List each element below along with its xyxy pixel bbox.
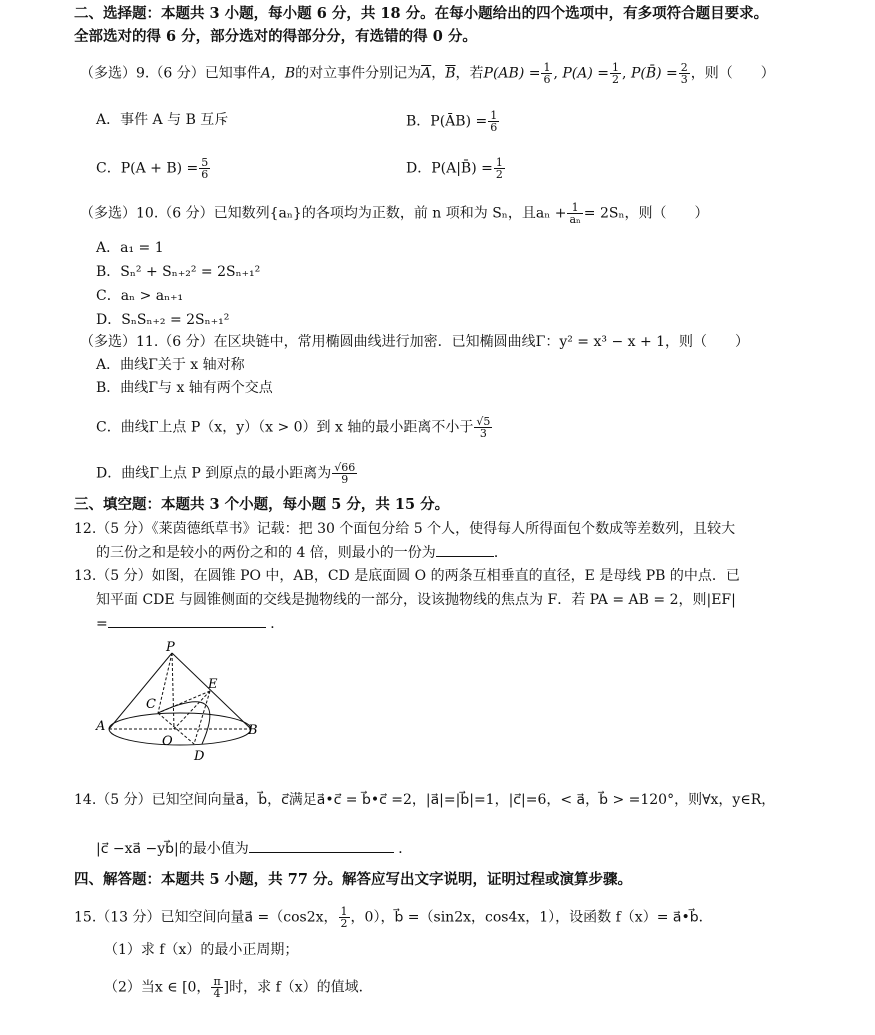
question-11-option-a: A．曲线Γ关于 x 轴对称 — [96, 357, 245, 373]
fraction: $\frac{\pi}{4}$ — [213, 975, 221, 1000]
question-9-option-a: A．事件 A 与 B 互斥 — [96, 112, 229, 128]
question-14-line1: 14.（5 分）已知空间向量a⃗，b⃗，c⃗满足a⃗•c⃗ = b⃗•c⃗ =2，|a⃗|=|b⃗|=1，|c⃗|=6，< a⃗，b⃗ > =120°，则∀x，y∈R， — [74, 792, 776, 808]
question-10-option-c: C．aₙ > aₙ₊₁ — [96, 288, 184, 304]
fraction: $\frac{1}{2}$ — [495, 156, 503, 181]
label-a: A — [96, 719, 106, 734]
question-10-option-d: D．SₙSₙ₊₂ = 2Sₙ₊₁² — [96, 312, 230, 328]
question-11-stem: （多选）11.（6 分）在区块链中，常用椭圆曲线进行加密．已知椭圆曲线Γ：y² = x³ − x + 1，则（ ） — [80, 334, 750, 350]
label-b: B — [248, 723, 258, 738]
b-bar: $\overline{B}$ — [445, 65, 456, 82]
fraction: $\frac{√5}{3}$ — [476, 415, 491, 440]
label-c: C — [146, 697, 156, 712]
question-9-option-d: D．P(A|B̄) = $\frac{1}{2}$ — [406, 156, 503, 181]
question-13-line2: 知平面 CDE 与圆锥侧面的交线是抛物线的一部分，设该抛物线的焦点为 F．若 PA = AB = 2，则|EF| — [96, 592, 736, 608]
question-10-option-a: A．a₁ = 1 — [96, 240, 164, 256]
label-e: E — [208, 677, 218, 692]
question-10-stem: （多选）10.（6 分）已知数列{aₙ}的各项均为正数，前 n 项和为 Sₙ，且aₙ + $\frac{1}{\text{aₙ}}$ = 2Sₙ，则（ ） — [80, 201, 709, 226]
question-14-line2: |c⃗ −xa⃗ −yb⃗|的最小值为 ． — [96, 838, 412, 859]
question-13-line1: 13.（5 分）如图，在圆锥 PO 中，AB，CD 是底面圆 O 的两条互相垂直的直径，E 是母线 PB 的中点．已 — [74, 568, 740, 584]
a-bar: $\overline{A}$ — [421, 65, 432, 82]
fraction: $\frac{2}{3}$ — [680, 61, 688, 86]
question-13-line3: = ． — [96, 613, 284, 634]
label-d: D — [194, 749, 205, 764]
fraction: $\frac{1}{2}$ — [340, 905, 348, 930]
answer-blank[interactable] — [249, 838, 394, 853]
question-9-option-b: B．P(ĀB) = $\frac{1}{6}$ — [406, 109, 498, 134]
question-11-option-b: B．曲线Γ与 x 轴有两个交点 — [96, 380, 273, 396]
label-p: P — [166, 640, 175, 655]
fraction: $\frac{1}{6}$ — [490, 109, 498, 134]
section2-heading: 二、选择题：本题共 3 小题，每小题 6 分，共 18 分。在每小题给出的四个选项中，有多项符合题目要求。 — [74, 5, 769, 22]
answer-blank[interactable] — [108, 613, 266, 628]
question-12-line2: 的三份之和是较小的两份之和的 4 倍，则最小的一份为 ． — [96, 542, 508, 563]
edge-pa — [109, 653, 172, 729]
fraction: $\frac{√66}{9}$ — [334, 461, 356, 486]
segment-eo — [174, 691, 210, 729]
cone-figure — [90, 640, 270, 770]
fraction: $\frac{5}{6}$ — [201, 156, 209, 181]
question-11-option-c: C．曲线Γ上点 P（x，y）（x > 0）到 x 轴的最小距离不小于 $\frac{√5}{3}$ — [96, 415, 491, 440]
section3-heading: 三、填空题：本题共 3 个小题，每小题 5 分，共 15 分。 — [74, 496, 450, 513]
section2-heading-cont: 全部选对的得 6 分，部分选对的得部分分，有选错的得 0 分。 — [74, 28, 477, 45]
axis-po — [172, 653, 174, 729]
question-9-stem: （多选）9.（6 分）已知事件A，B的对立事件分别记为$\overline{A}$，$\overline{B}$，若P(AB) = $\frac{1}{6}$ , P(A) = $\frac{1}{2}$ , P(B̄) = $\frac{2}{3}$ ，则（ ） — [80, 61, 775, 86]
question-15-part1: （1）求 f（x）的最小正周期； — [104, 942, 299, 958]
answer-blank[interactable] — [436, 542, 494, 557]
question-15-part2: （2）当x ∈ [0， $\frac{\pi}{4}$ ]时，求 f（x）的值域． — [104, 975, 373, 1000]
question-12-line1: 12.（5 分）《莱茵德纸草书》记载：把 30 个面包分给 5 个人，使得每人所得面包个数成等差数列，且较大 — [74, 521, 736, 537]
fraction: $\frac{1}{6}$ — [543, 61, 551, 86]
section4-heading: 四、解答题：本题共 5 小题，共 77 分。解答应写出文字说明，证明过程或演算步骤。 — [74, 871, 632, 888]
fraction: $\frac{1}{2}$ — [612, 61, 620, 86]
question-10-option-b: B．Sₙ² + Sₙ₊₂² = 2Sₙ₊₁² — [96, 264, 261, 280]
fraction: $\frac{1}{\text{aₙ}}$ — [569, 201, 581, 226]
label-o: O — [162, 734, 173, 749]
question-15-stem: 15.（13 分）已知空间向量a⃗ =（cos2x， $\frac{1}{2}$ ，0），b⃗ =（sin2x，cos4x，1），设函数 f（x）= a⃗•b⃗． — [74, 905, 713, 930]
question-9-option-c: C．P(A + B) = $\frac{5}{6}$ — [96, 156, 209, 181]
question-11-option-d: D．曲线Γ上点 P 到原点的最小距离为 $\frac{√66}{9}$ — [96, 461, 356, 486]
